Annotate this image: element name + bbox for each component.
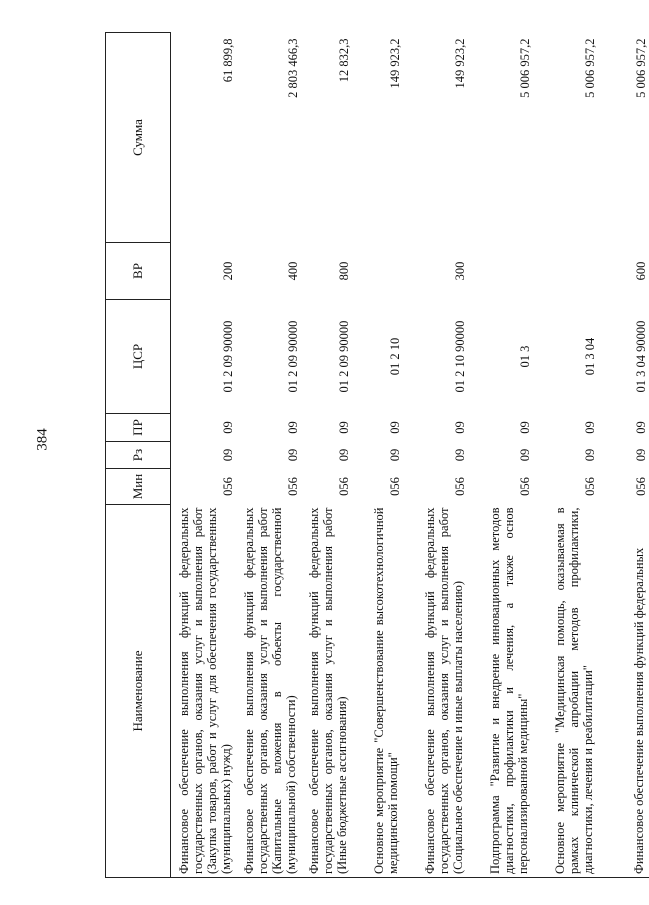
row-sum: 5 006 957,2 (518, 38, 532, 98)
header-csr: ЦСР (106, 300, 171, 414)
row-vr: 800 (337, 261, 351, 281)
header-pr: ПР (106, 414, 171, 442)
row-pr: 09 (337, 421, 351, 434)
row-sum: 12 832,3 (337, 38, 351, 83)
row-vr: 400 (286, 261, 300, 281)
row-pr: 09 (221, 421, 235, 434)
rotated-budget-table-page (105, 33, 648, 878)
row-rz: 09 (286, 448, 300, 462)
row-pr: 09 (634, 421, 648, 434)
header-name: Наименование (106, 505, 171, 878)
row-csr: 01 2 10 90000 (453, 320, 467, 393)
row-name: Финансовое обеспечение выполнения функций федеральных государственных органов, оказания услуг и выполнения работ (Социальное обеспечение и иные выплаты населению) (403, 505, 468, 878)
row-csr: 01 2 09 90000 (286, 320, 300, 393)
row-min: 056 (634, 477, 648, 496)
row-sum: 5 006 957,2 (634, 38, 648, 98)
row-rz: 09 (518, 448, 532, 462)
table-row (236, 33, 301, 878)
row-rz: 09 (221, 448, 235, 462)
row-rz: 09 (453, 448, 467, 462)
header-vr: ВР (106, 243, 171, 300)
row-name: Основное мероприятие "Медицинская помощь, оказываемая в рамках клинической апробации методов профилактики, диагностики, лечения и реабилитации" (533, 505, 598, 878)
row-vr: 600 (634, 261, 648, 281)
table-row (171, 33, 237, 878)
table-row (301, 33, 352, 878)
row-min: 056 (518, 477, 532, 496)
budget-table (105, 32, 649, 878)
page-number: 384 (34, 428, 51, 451)
row-rz: 09 (337, 448, 351, 462)
row-csr: 01 2 09 90000 (337, 320, 351, 393)
row-name: Финансовое обеспечение выполнения функций федеральных государственных органов, оказания услуг и выполнения работ (Капитальные вложения в объекты государственной (муниципальной) собственности) (236, 505, 301, 878)
row-min: 056 (221, 477, 235, 496)
table-row (468, 33, 533, 878)
header-sum: Сумма (106, 33, 171, 243)
row-sum: 149 923,2 (453, 38, 467, 89)
row-pr: 09 (453, 421, 467, 434)
table-row (403, 33, 468, 878)
row-min: 056 (453, 477, 467, 496)
row-name: Основное мероприятие "Совершенствование высокотехнологичной медицинской помощи" (352, 505, 403, 878)
row-name: Подпрограмма "Развитие и внедрение инновационных методов диагностики, профилактики и лечения, а также основ персонализированной медицины" (468, 505, 533, 878)
row-pr: 09 (286, 421, 300, 434)
row-vr (468, 243, 533, 300)
row-name: Финансовое обеспечение выполнения функций федеральных государственных органов, оказания услуг и выполнения работ (Закупка товаров, работ и услуг для обеспечения государственных (муниципальных) нужд) (171, 505, 237, 878)
table-row (352, 33, 403, 878)
table-row (598, 33, 649, 878)
table-row (533, 33, 598, 878)
row-csr: 01 3 04 90000 (634, 320, 648, 393)
row-csr: 01 3 04 (583, 337, 597, 376)
row-pr: 09 (388, 421, 402, 434)
row-rz: 09 (388, 448, 402, 462)
row-rz: 09 (583, 448, 597, 462)
row-sum: 5 006 957,2 (583, 38, 597, 98)
row-csr: 01 3 (518, 345, 532, 368)
row-vr (533, 243, 598, 300)
row-name: Финансовое обеспечение выполнения функций федеральных государственных органов, оказания услуг и выполнения работ (Иные бюджетные ассигнования) (301, 505, 352, 878)
row-csr: 01 2 09 90000 (221, 320, 235, 393)
row-min: 056 (583, 477, 597, 496)
row-min: 056 (286, 477, 300, 496)
row-name: Финансовое обеспечение выполнения функций федеральных (598, 505, 649, 878)
row-min: 056 (388, 477, 402, 496)
row-vr (352, 243, 403, 300)
row-min: 056 (337, 477, 351, 496)
row-pr: 09 (583, 421, 597, 434)
header-rz: Рз (106, 442, 171, 469)
header-min: Мин (106, 469, 171, 505)
row-vr: 200 (221, 261, 235, 281)
row-vr: 300 (453, 261, 467, 281)
row-rz: 09 (634, 448, 648, 462)
row-sum: 61 899,8 (221, 38, 235, 83)
row-sum: 2 803 466,3 (286, 38, 300, 98)
table-header-row (106, 33, 171, 878)
row-pr: 09 (518, 421, 532, 434)
row-csr: 01 2 10 (388, 337, 402, 376)
row-sum: 149 923,2 (388, 38, 402, 89)
